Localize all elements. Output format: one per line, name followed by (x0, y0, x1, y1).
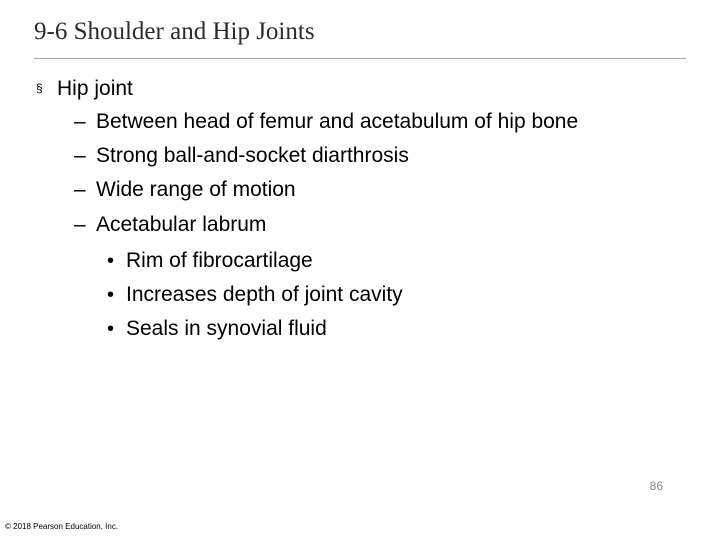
dash-bullet-icon: – (74, 110, 86, 133)
sub-bullet-between-head (74, 110, 578, 134)
dash-bullet-icon: – (74, 144, 86, 167)
bullet-text: Hip joint (57, 77, 133, 100)
dot-bullet-icon: • (107, 250, 115, 272)
dash-bullet-icon: – (74, 178, 86, 201)
sub-sub-bullet-rim (107, 249, 313, 273)
sub-sub-bullet-text: Rim of fibrocartilage (126, 249, 313, 272)
copyright-notice: © 2018 Pearson Education, Inc. (5, 522, 119, 531)
dot-bullet-icon: • (107, 318, 115, 340)
sub-sub-bullet-seals (107, 317, 327, 341)
bullet-hip-joint (36, 76, 133, 101)
sub-bullet-acetabular-labrum (74, 213, 266, 237)
page-number: 86 (649, 479, 663, 493)
sub-bullet-wide-range (74, 178, 296, 202)
sub-bullet-text: Acetabular labrum (96, 213, 267, 236)
sub-bullet-text: Between head of femur and acetabulum of hip bone (96, 110, 579, 133)
dash-bullet-icon: – (74, 213, 86, 236)
dot-bullet-icon: • (107, 284, 115, 306)
title-divider (34, 58, 686, 59)
sub-bullet-strong-ball (74, 144, 409, 168)
slide-title: 9-6 Shoulder and Hip Joints (34, 18, 315, 45)
square-bullet-icon: § (36, 81, 43, 95)
sub-bullet-text: Strong ball-and-socket diarthrosis (96, 144, 409, 167)
sub-bullet-text: Wide range of motion (96, 178, 296, 201)
sub-sub-bullet-text: Seals in synovial fluid (126, 317, 327, 340)
sub-sub-bullet-text: Increases depth of joint cavity (126, 283, 403, 306)
sub-sub-bullet-increases-depth (107, 283, 403, 307)
